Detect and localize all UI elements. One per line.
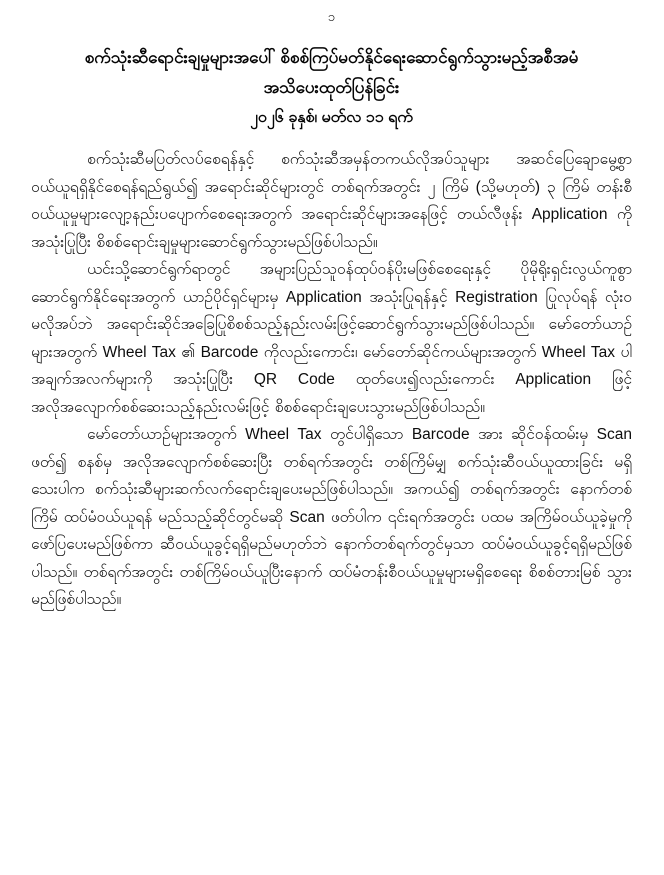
document-title xyxy=(31,43,632,103)
document-date: ၂၀၂၆ ခုနှစ်၊ မတ်လ ၁၁ ရက် xyxy=(250,109,413,126)
title-line-1: စက်သုံးဆီရောင်းချမှုများအပေါ် စိစစ်ကြပ်မတ်နိုင်ရေးဆောင်ရွက်သွားမည့်အစီအမံ xyxy=(84,48,579,67)
paragraph-3: မော်တော်ယာဉ်များအတွက် Wheel Tax တွင်ပါရှိသော Barcode အား ဆိုင်ဝန်ထမ်းမှ Scan ဖတ်၍ စနစ်မှ အလိုအလျောက်စစ်ဆေးပြီး တစ်ရက်အတွင်း တစ်ကြိမ်မျှ စက်သုံးဆီဝယ်ယူထားခြင်း မရှိသေးပါက စက်သုံးဆီများဆက်လက်ရောင်းချပေးမည်ဖြစ်ပါသည်။ အကယ်၍ တစ်ရက်အတွင်း နောက်တစ်ကြိမ် ထပ်မံဝယ်ယူရန် မည်သည့်ဆိုင်တွင်မဆို Scan ဖတ်ပါက ၎င်းရက်အတွင်း ပထမ အကြိမ်ဝယ်ယူခဲ့မှုကို ဖော်ပြပေးမည်ဖြစ်ကာ ဆီဝယ်ယူခွင့်ရရှိမည်မဟုတ်ဘဲ နောက်တစ်ရက်တွင်မှသာ ထပ်မံဝယ်ယူခွင့်ရရှိမည်ဖြစ်ပါသည်။ တစ်ရက်အတွင်း တစ်ကြိမ်ဝယ်ယူပြီးနောက် ထပ်မံတန်းစီဝယ်ယူမှုများမရှိစေရေး စိစစ်တားမြစ် သွားမည်ဖြစ်ပါသည်။ xyxy=(31,426,632,608)
document-body xyxy=(31,146,632,614)
paragraph-2: ယင်းသို့ဆောင်ရွက်ရာတွင် အများပြည်သူဝန်ထုပ်ဝန်ပိုးမဖြစ်စေရေးနှင့် ပိုမိုရိုးရှင်းလွယ်ကူစွာ ဆောင်ရွက်နိုင်ရေးအတွက် ယာဉ်ပိုင်ရှင်များမှ Application အသုံးပြုရန်နှင့် Registration ပြုလုပ်ရန် လုံးဝ မလိုအပ်ဘဲ အရောင်းဆိုင်အခြေပြုစိစစ်သည့်နည်းလမ်းဖြင့်ဆောင်ရွက်သွားမည်ဖြစ်ပါသည်။ မော်တော်ယာဉ်များအတွက် Wheel Tax ၏ Barcode ကိုလည်းကောင်း၊ မော်တော်ဆိုင်ကယ်များအတွက် Wheel Tax ပါအချက်အလက်များကို အသုံးပြုပြီး QR Code ထုတ်ပေး၍လည်းကောင်း Application ဖြင့် အလိုအလျောက်စစ်ဆေးသည့်နည်းလမ်းဖြင့် စိစစ်ရောင်းချပေးသွားမည်ဖြစ်ပါသည်။ xyxy=(31,261,632,416)
paragraph-1: စက်သုံးဆီမပြတ်လပ်စေရန်နှင့် စက်သုံးဆီအမှန်တကယ်လိုအပ်သူများ အဆင်ပြေချောမွေ့စွာ ဝယ်ယူရရှိနိုင်စေရန်ရည်ရွယ်၍ အရောင်းဆိုင်များတွင် တစ်ရက်အတွင်း ၂ ကြိမ် (သို့မဟုတ်) ၃ ကြိမ် တန်းစီ ဝယ်ယူမှုများလျော့နည်းပပျောက်စေရေးအတွက် အရောင်းဆိုင်များအနေဖြင့် တယ်လီဖုန်း Application ကို အသုံးပြုပြီး စိစစ်ရောင်းချမှုများဆောင်ရွက်သွားမည်ဖြစ်ပါသည်။ xyxy=(31,151,632,251)
title-line-2: အသိပေးထုတ်ပြန်ခြင်း xyxy=(263,78,400,97)
page-number: ၁ xyxy=(327,9,336,24)
